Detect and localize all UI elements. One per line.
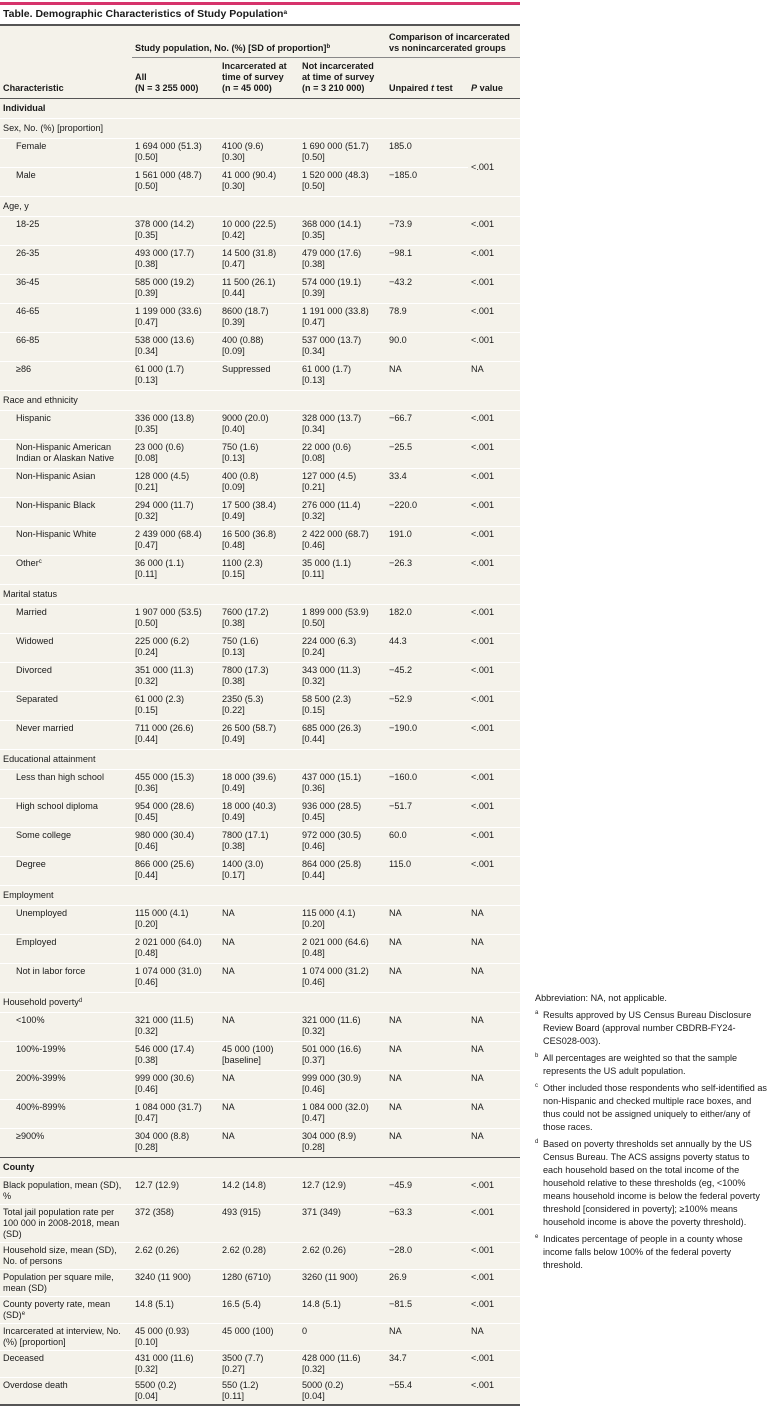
table-row: Other$^c$ 36 000 (1.1) [0.11] 1100 (2.3) [0.15] 35 000 (1.1) [0.11] −26.3 <.001	[0, 556, 520, 585]
table-row: Male 1 561 000 (48.7) [0.50] 41 000 (90.4) [0.30] 1 520 000 (48.3) [0.50] −185.0	[0, 168, 520, 197]
section-individual: Individual	[0, 99, 520, 119]
header-characteristic: Characteristic	[0, 58, 132, 99]
table-row: Total jail population rate per 100 000 in 2008-2018, mean (SD) 372 (358) 493 (915) 371 (349) −63.3 <.001	[0, 1205, 520, 1243]
table-row: Overdose death 5500 (0.2) [0.04] 550 (1.2) [0.11] 5000 (0.2) [0.04] −55.4 <.001	[0, 1378, 520, 1405]
table-row: 100%-199% 546 000 (17.4) [0.38] 45 000 (100) [baseline] 501 000 (16.6) [0.37] NA NA	[0, 1042, 520, 1071]
table-row: ≥900% 304 000 (8.8) [0.28] NA 304 000 (8.9) [0.28] NA NA	[0, 1129, 520, 1158]
table-row: Some college 980 000 (30.4) [0.46] 7800 (17.1) [0.38] 972 000 (30.5) [0.46] 60.0 <.001	[0, 828, 520, 857]
table-row: Employed 2 021 000 (64.0) [0.48] NA 2 021 000 (64.6) [0.48] NA NA	[0, 935, 520, 964]
header-comparison: Comparison of incarcerated vs nonincarcerated groups	[386, 26, 520, 58]
table-row: Married 1 907 000 (53.5) [0.50] 7600 (17.2) [0.38] 1 899 000 (53.9) [0.50] 182.0 <.001	[0, 605, 520, 634]
footnote-a: a Results approved by US Census Bureau Disclosure Review Board (approval number CBDRB-FY24-CES028-003).	[535, 1010, 752, 1046]
table-row: Separated 61 000 (2.3) [0.15] 2350 (5.3) [0.22] 58 500 (2.3) [0.15] −52.9 <.001	[0, 692, 520, 721]
demographics-table-container	[0, 24, 520, 1406]
table-row: Less than high school 455 000 (15.3) [0.36] 18 000 (39.6) [0.49] 437 000 (15.1) [0.36] −160.0 <.001	[0, 770, 520, 799]
table-title: Table. Demographic Characteristics of Study Population$^a$	[3, 8, 288, 20]
footnote-abbreviation: Abbreviation: NA, not applicable.	[535, 993, 667, 1003]
header-all: All (N = 3 255 000)	[132, 58, 219, 99]
section-county: County	[0, 1158, 520, 1178]
table-row: Divorced 351 000 (11.3) [0.32] 7800 (17.3) [0.38] 343 000 (11.3) [0.32] −45.2 <.001	[0, 663, 520, 692]
table-row: 36-45 585 000 (19.2) [0.39] 11 500 (26.1) [0.44] 574 000 (19.1) [0.39] −43.2 <.001	[0, 275, 520, 304]
table-row: County poverty rate, mean (SD)$^e$ 14.8 (5.1) 16.5 (5.4) 14.8 (5.1) −81.5 <.001	[0, 1297, 520, 1324]
table-footnotes	[535, 992, 767, 1272]
group-employment: Employment	[0, 886, 520, 906]
table-row: Hispanic 336 000 (13.8) [0.35] 9000 (20.0) [0.40] 328 000 (13.7) [0.34] −66.7 <.001	[0, 411, 520, 440]
group-education: Educational attainment	[0, 750, 520, 770]
footnote-c: c Other included those respondents who self-identified as non-Hispanic and checked multiple race boxes, and thus could not be assigned uniquely to either/any of those races.	[535, 1083, 767, 1132]
table-row: Population per square mile, mean (SD) 3240 (11 900) 1280 (6710) 3260 (11 900) 26.9 <.001	[0, 1270, 520, 1297]
table-row: Household size, mean (SD), No. of persons 2.62 (0.26) 2.62 (0.28) 2.62 (0.26) −28.0 <.001	[0, 1243, 520, 1270]
table-row: <100% 321 000 (11.5) [0.32] NA 321 000 (11.6) [0.32] NA NA	[0, 1013, 520, 1042]
table-row: 66-85 538 000 (13.6) [0.34] 400 (0.88) [0.09] 537 000 (13.7) [0.34] 90.0 <.001	[0, 333, 520, 362]
sex-p-value: <.001	[468, 139, 520, 197]
title-accent-rule	[0, 2, 520, 5]
group-marital: Marital status	[0, 585, 520, 605]
group-age: Age, y	[0, 197, 520, 217]
header-incarcerated: Incarcerated at time of survey (n = 45 000)	[219, 58, 299, 99]
table-row: High school diploma 954 000 (28.6) [0.45] 18 000 (40.3) [0.49] 936 000 (28.5) [0.45] −51.7 <.001	[0, 799, 520, 828]
table-row: Never married 711 000 (26.6) [0.44] 26 500 (58.7) [0.49] 685 000 (26.3) [0.44] −190.0 <.001	[0, 721, 520, 750]
table-row: 26-35 493 000 (17.7) [0.38] 14 500 (31.8) [0.47] 479 000 (17.6) [0.38] −98.1 <.001	[0, 246, 520, 275]
demographics-table	[0, 26, 520, 1404]
header-not-incarcerated: Not incarcerated at time of survey (n = 3 210 000)	[299, 58, 386, 99]
table-row: 400%-899% 1 084 000 (31.7) [0.47] NA 1 084 000 (32.0) [0.47] NA NA	[0, 1100, 520, 1129]
table-row: Black population, mean (SD), % 12.7 (12.9) 14.2 (14.8) 12.7 (12.9) −45.9 <.001	[0, 1178, 520, 1205]
header-study-population: Study population, No. (%) [SD of proportion]$^b$	[132, 26, 386, 58]
table-row: 200%-399% 999 000 (30.6) [0.46] NA 999 000 (30.9) [0.46] NA NA	[0, 1071, 520, 1100]
table-row: Degree 866 000 (25.6) [0.44] 1400 (3.0) [0.17] 864 000 (25.8) [0.44] 115.0 <.001	[0, 857, 520, 886]
footnote-e: e Indicates percentage of people in a county whose income falls below 100% of the federal poverty threshold.	[535, 1234, 743, 1270]
table-row: Deceased 431 000 (11.6) [0.32] 3500 (7.7) [0.27] 428 000 (11.6) [0.32] 34.7 <.001	[0, 1351, 520, 1378]
header-t-test: Unpaired t test	[386, 58, 468, 99]
group-sex: Sex, No. (%) [proportion]	[0, 119, 520, 139]
footnote-d: d Based on poverty thresholds set annually by the US Census Bureau. The ACS assigns poverty status to each household based on the total income of the household relative to these thresholds (eg, <100% means household income is below the federal poverty threshold [considered in poverty]; ≥100% means household income is above the poverty threshold).	[535, 1139, 760, 1227]
header-p-value: P value	[468, 58, 520, 99]
table-row: Incarcerated at interview, No. (%) [proportion] 45 000 (0.93) [0.10] 45 000 (100) 0 NA NA	[0, 1324, 520, 1351]
table-row: Non-Hispanic White 2 439 000 (68.4) [0.47] 16 500 (36.8) [0.48] 2 422 000 (68.7) [0.46] 191.0 <.001	[0, 527, 520, 556]
table-row: 46-65 1 199 000 (33.6) [0.47] 8600 (18.7) [0.39] 1 191 000 (33.8) [0.47] 78.9 <.001	[0, 304, 520, 333]
table-row: Widowed 225 000 (6.2) [0.24] 750 (1.6) [0.13] 224 000 (6.3) [0.24] 44.3 <.001	[0, 634, 520, 663]
table-row: 18-25 378 000 (14.2) [0.35] 10 000 (22.5) [0.42] 368 000 (14.1) [0.35] −73.9 <.001	[0, 217, 520, 246]
group-race: Race and ethnicity	[0, 391, 520, 411]
table-row: Unemployed 115 000 (4.1) [0.20] NA 115 000 (4.1) [0.20] NA NA	[0, 906, 520, 935]
group-household-poverty: Household poverty$^d$	[0, 993, 520, 1013]
footnote-b: b All percentages are weighted so that the sample represents the US adult population.	[535, 1053, 738, 1076]
table-row: Non-Hispanic Black 294 000 (11.7) [0.32] 17 500 (38.4) [0.49] 276 000 (11.4) [0.32] −220.0 <.001	[0, 498, 520, 527]
table-row: Not in labor force 1 074 000 (31.0) [0.46] NA 1 074 000 (31.2) [0.46] NA NA	[0, 964, 520, 993]
table-row: Non-Hispanic American Indian or Alaskan Native 23 000 (0.6) [0.08] 750 (1.6) [0.13] 22 000 (0.6) [0.08] −25.5 <.001	[0, 440, 520, 469]
table-row: Female 1 694 000 (51.3) [0.50] 4100 (9.6) [0.30] 1 690 000 (51.7) [0.50] 185.0 <.001	[0, 139, 520, 168]
table-row: ≥86 61 000 (1.7) [0.13] Suppressed 61 000 (1.7) [0.13] NA NA	[0, 362, 520, 391]
table-row: Non-Hispanic Asian 128 000 (4.5) [0.21] 400 (0.8) [0.09] 127 000 (4.5) [0.21] 33.4 <.001	[0, 469, 520, 498]
